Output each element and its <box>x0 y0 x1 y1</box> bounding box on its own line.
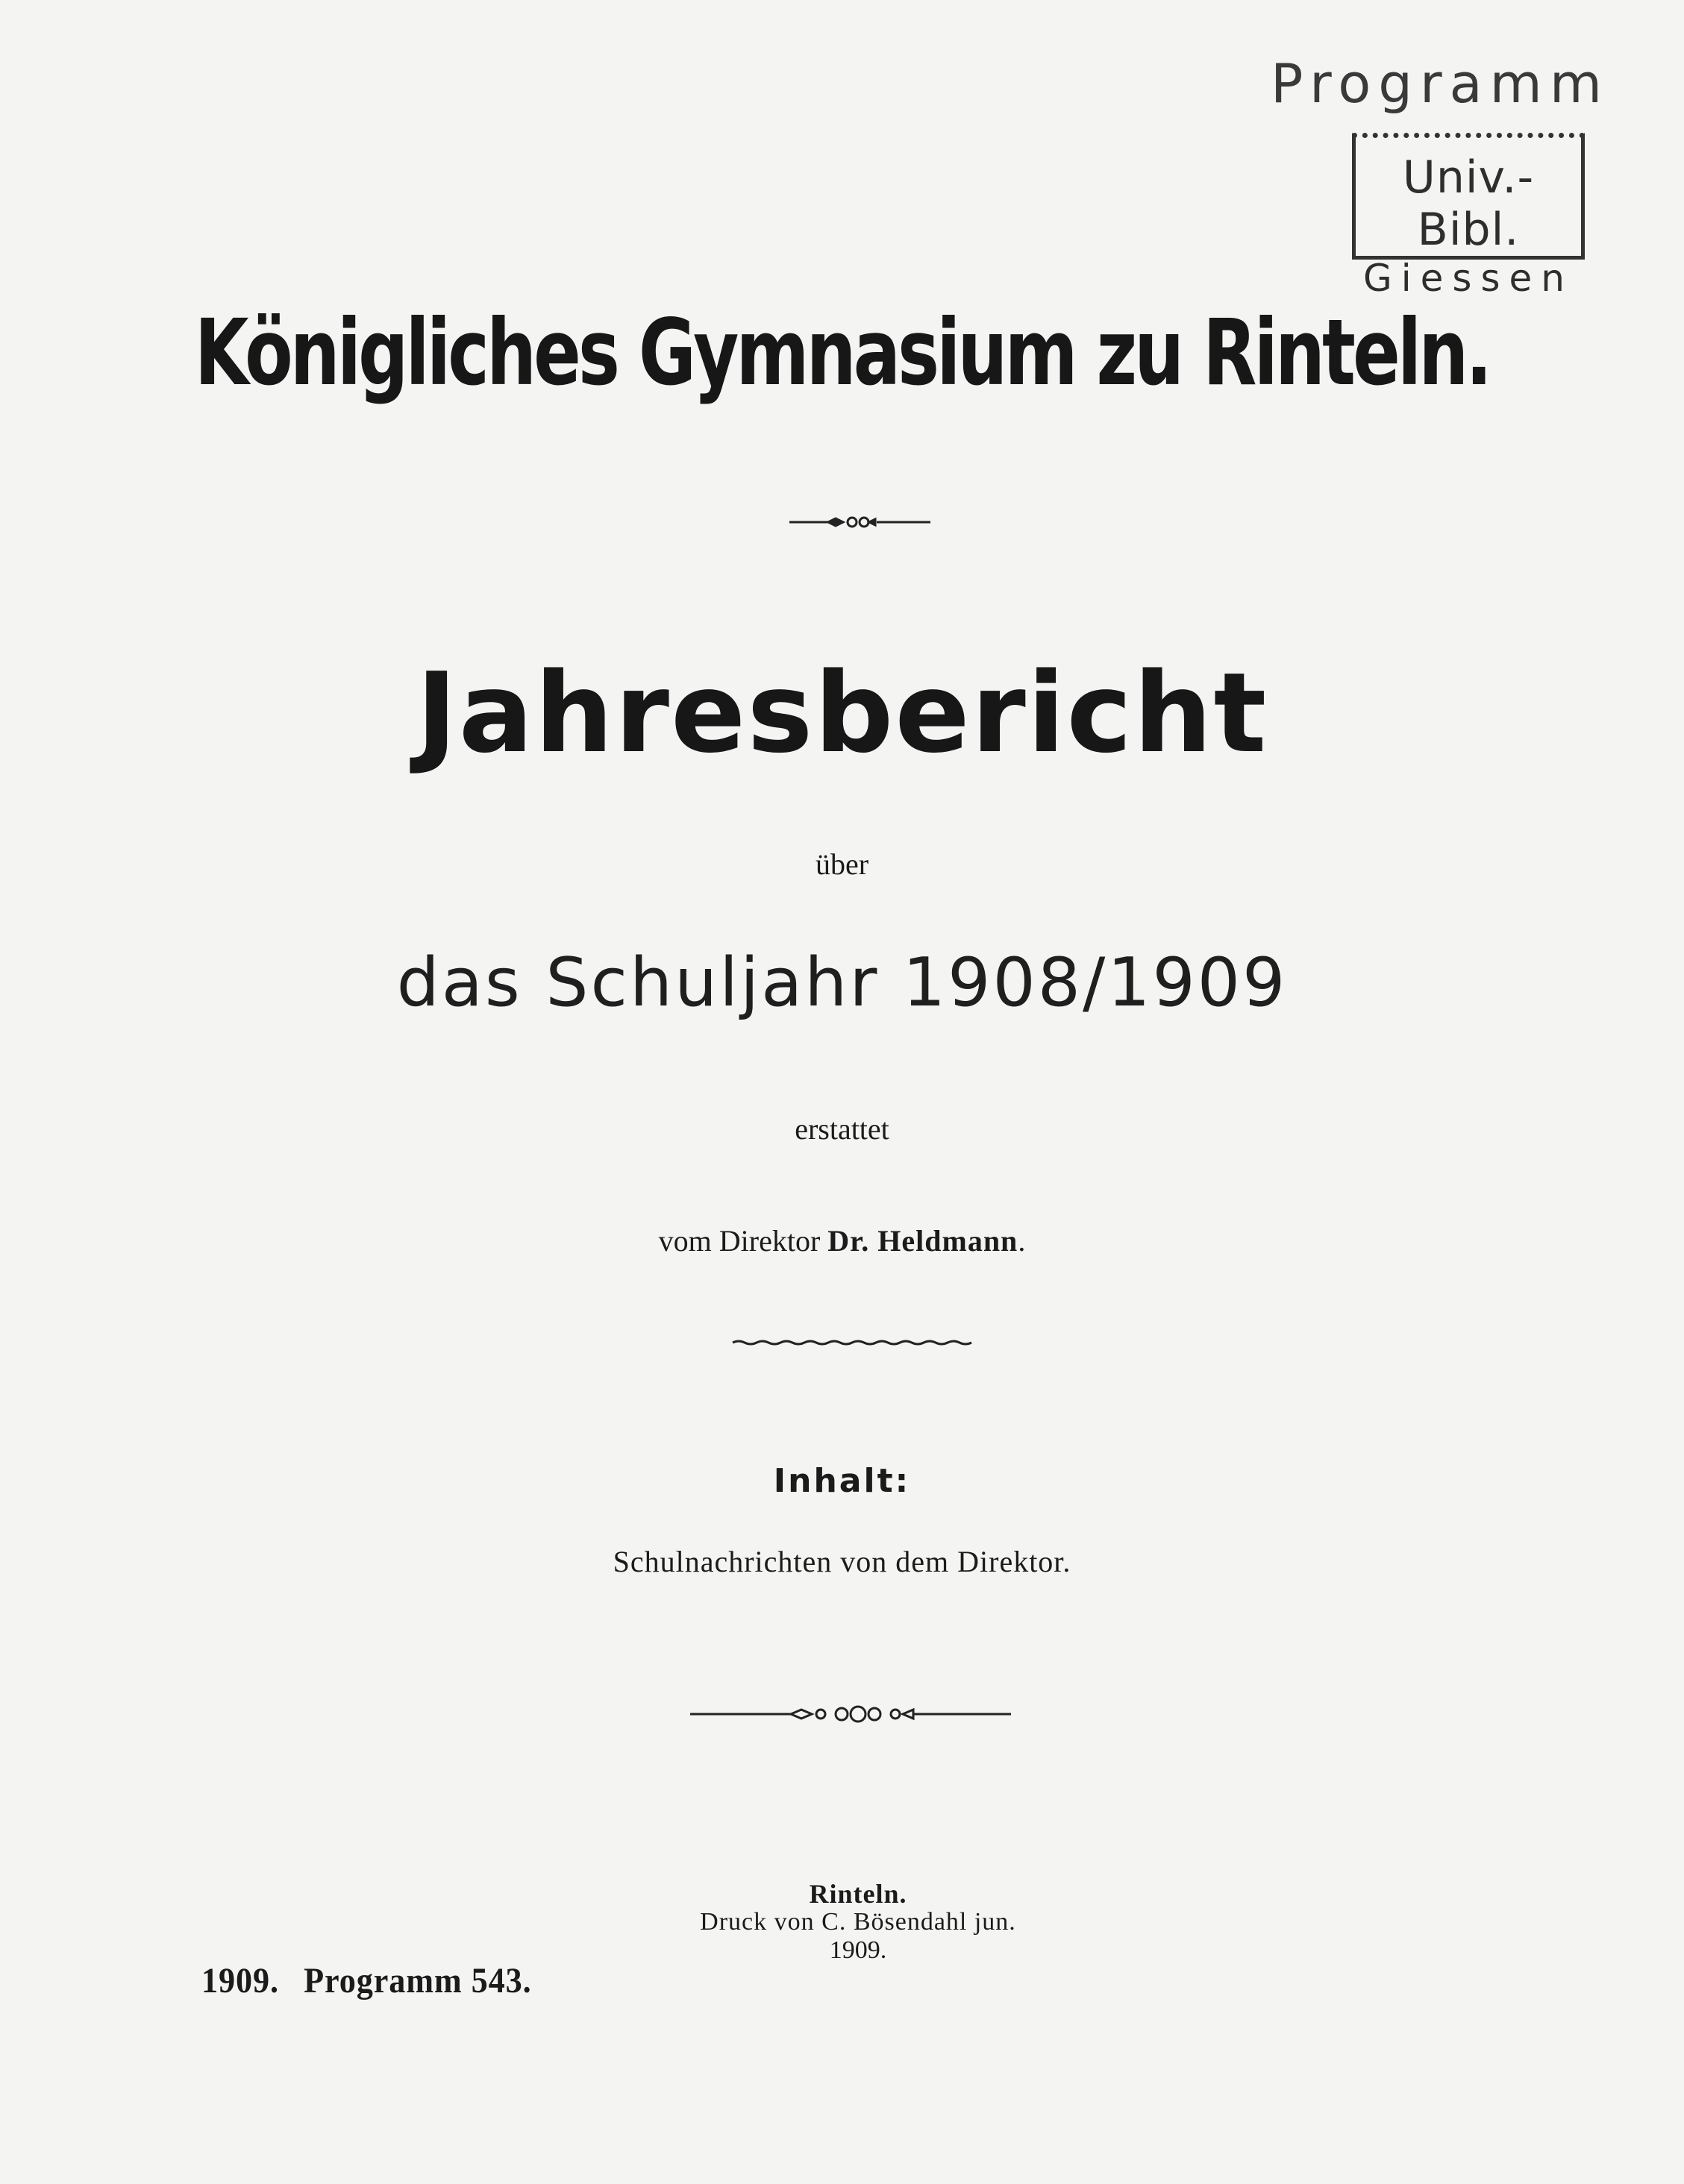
school-year: das Schuljahr 1908/1909 <box>396 944 1288 1022</box>
publisher-printer: Druck von C. Bösendahl jun. <box>700 1908 1016 1936</box>
connector-erstattet: erstattet <box>795 1112 889 1146</box>
library-stamp-line1: Univ.-Bibl. <box>1402 151 1535 256</box>
director-suffix: . <box>1018 1224 1026 1258</box>
program-label: Programm 543. <box>304 1961 532 2001</box>
top-ornament-divider <box>789 518 930 527</box>
connector-ueber: über <box>815 847 869 881</box>
director-name: Dr. Heldmann <box>827 1224 1018 1258</box>
bottom-ornament-divider <box>690 1707 1011 1722</box>
publisher-year: 1909. <box>829 1936 887 1964</box>
school-name: Königliches Gymnasium zu Rinteln. <box>194 300 1490 406</box>
director-line <box>0 1223 1684 1258</box>
report-title: Jahresbericht <box>416 649 1268 777</box>
contents-heading: Inhalt: <box>773 1462 911 1500</box>
publisher-place: Rinteln. <box>809 1879 907 1909</box>
program-number <box>201 1960 532 2001</box>
library-stamp-line2: Giessen <box>1363 257 1574 300</box>
middle-wavy-divider <box>733 1341 971 1344</box>
program-year: 1909. <box>201 1961 279 2001</box>
contents-item: Schulnachrichten von dem Direktor. <box>613 1545 1071 1578</box>
programm-stamp: Programm <box>1271 52 1609 115</box>
director-prefix: vom Direktor <box>658 1224 821 1258</box>
